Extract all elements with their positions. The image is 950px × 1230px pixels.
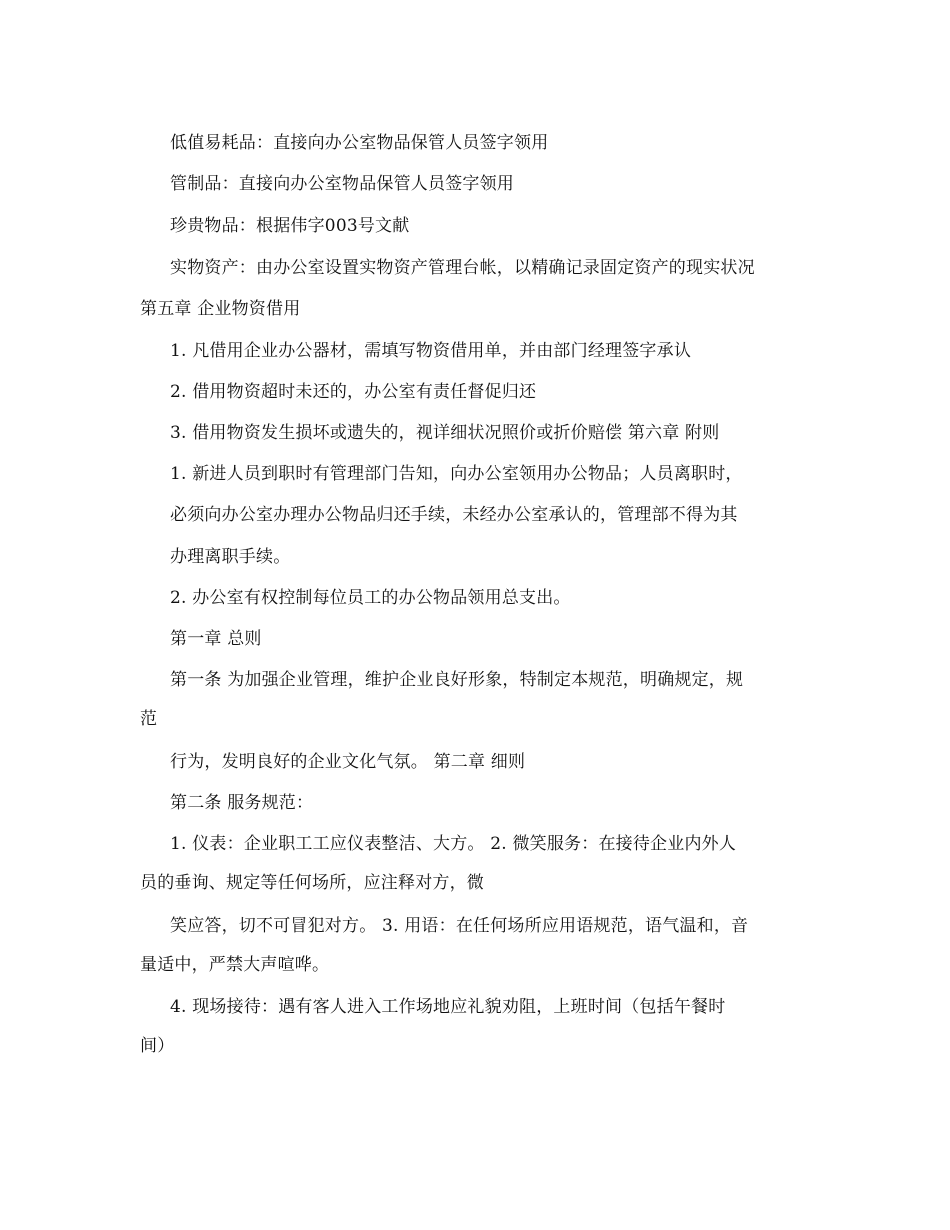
text-line-article-one-wrap: 范 (140, 709, 158, 729)
text-line-article-one: 第一条 为加强企业管理，维护企业良好形象，特制定本规范，明确规定，规 (170, 670, 744, 690)
text-line-service-rule-4: 4. 现场接待：遇有客人进入工作场地应礼貌劝阻，上班时间（包括午餐时 (170, 997, 726, 1017)
text-line-valuable-items: 珍贵物品：根据伟字003号文献 (170, 216, 410, 236)
text-line-article-one-end: 行为，发明良好的企业文化气氛。 第二章 细则 (170, 752, 526, 772)
chapter-one-heading: 第一章 总则 (170, 629, 262, 649)
text-line-controlled-items: 管制品：直接向办公室物品保管人员签字领用 (170, 174, 514, 194)
text-line-service-rule-1-cont: 员的垂询、规定等任何场所，应注释对方，微 (140, 873, 484, 893)
text-line-borrow-rule-1: 1. 凡借用企业办公器材，需填写物资借用单，并由部门经理签字承认 (170, 341, 692, 361)
text-line-low-value-consumables: 低值易耗品：直接向办公室物品保管人员签字领用 (170, 133, 549, 153)
chapter-five-heading: 第五章 企业物资借用 (140, 299, 301, 319)
text-line-service-rule-3: 笑应答，切不可冒犯对方。 3. 用语：在任何场所应用语规范，语气温和，音 (170, 916, 749, 936)
text-line-service-rule-1: 1. 仪表：企业职工工应仪表整洁、大方。 2. 微笑服务：在接待企业内外人 (170, 834, 737, 854)
text-line-appendix-rule-1-cont: 必须向办公室办理办公物品归还手续，未经办公室承认的，管理部不得为其 (170, 505, 738, 525)
text-line-appendix-rule-1-end: 办理离职手续。 (170, 547, 291, 567)
text-line-appendix-rule-1: 1. 新进人员到职时有管理部门告知，向办公室领用办公物品；人员离职时， (170, 464, 743, 484)
text-line-service-rule-4-end: 间） (140, 1036, 175, 1056)
text-line-borrow-rule-3: 3. 借用物资发生损坏或遗失的，视详细状况照价或折价赔偿 第六章 附则 (170, 423, 720, 443)
text-line-service-rule-3-end: 量适中，严禁大声喧哗。 (140, 955, 330, 975)
text-line-physical-assets: 实物资产：由办公室设置实物资产管理台帐，以精确记录固定资产的现实状况 (170, 258, 755, 278)
text-line-appendix-rule-2: 2. 办公室有权控制每位员工的办公物品领用总支出。 (170, 588, 571, 608)
text-line-article-two: 第二条 服务规范： (170, 793, 314, 813)
text-line-borrow-rule-2: 2. 借用物资超时未还的，办公室有责任督促归还 (170, 382, 537, 402)
